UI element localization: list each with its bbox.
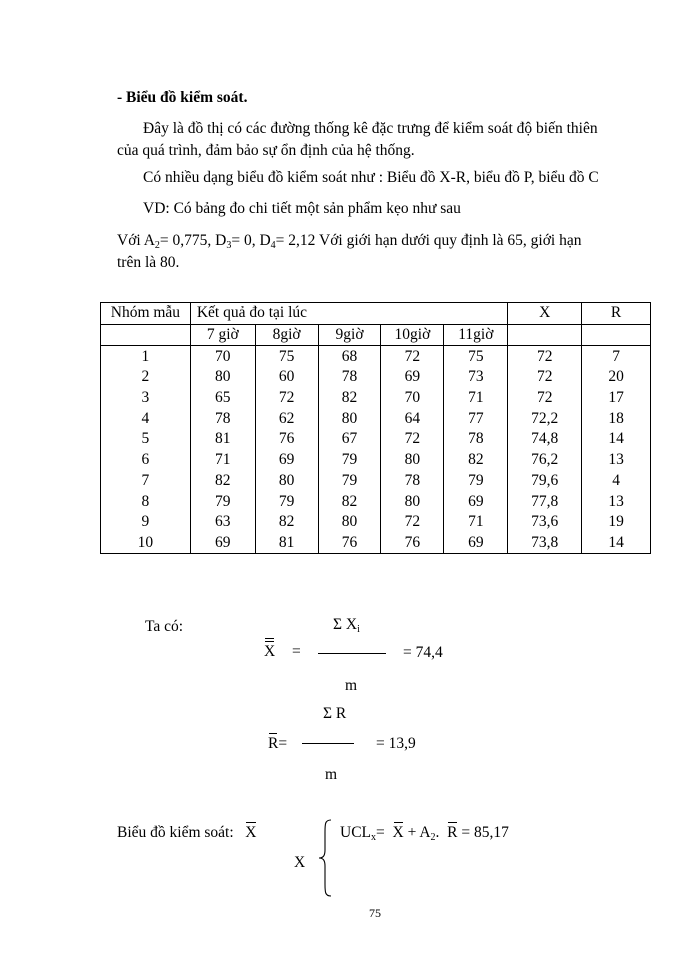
value-cell: 69 bbox=[444, 533, 508, 554]
subheader-empty bbox=[101, 324, 191, 346]
r-cell: 19 bbox=[582, 512, 651, 533]
group-cell: 4 bbox=[101, 408, 191, 429]
value-cell: 79 bbox=[318, 471, 381, 492]
group-cell: 9 bbox=[101, 512, 191, 533]
header-r: R bbox=[582, 303, 651, 325]
xbar-cell: 77,8 bbox=[508, 491, 582, 512]
value-cell: 75 bbox=[444, 346, 508, 367]
value-cell: 71 bbox=[444, 388, 508, 409]
r-cell: 18 bbox=[582, 408, 651, 429]
value-cell: 65 bbox=[190, 388, 255, 409]
subheader-empty bbox=[582, 324, 651, 346]
xbarbar-equals: = bbox=[292, 643, 301, 660]
value-cell: 72 bbox=[381, 512, 444, 533]
header-result: Kết quả đo tại lúc bbox=[190, 303, 507, 325]
xbarbar-denominator: m bbox=[345, 677, 358, 694]
paragraph-1-line-2: của quá trình, đảm bảo sự ổn định của hệ thống. bbox=[117, 142, 415, 159]
value-cell: 82 bbox=[444, 450, 508, 471]
table-row bbox=[101, 533, 651, 554]
value-cell: 72 bbox=[381, 429, 444, 450]
value-cell: 79 bbox=[190, 491, 255, 512]
table-row bbox=[101, 450, 651, 471]
value-cell: 81 bbox=[190, 429, 255, 450]
table-row bbox=[101, 429, 651, 450]
value-cell: 80 bbox=[318, 512, 381, 533]
value-cell: 69 bbox=[381, 367, 444, 388]
table-row bbox=[101, 408, 651, 429]
xbarbar-numerator: Σ $X_i$ bbox=[333, 616, 360, 635]
value-cell: 69 bbox=[190, 533, 255, 554]
value-cell: 78 bbox=[444, 429, 508, 450]
xbar-cell: 79,6 bbox=[508, 471, 582, 492]
xbar-cell: 72,2 bbox=[508, 408, 582, 429]
value-cell: 69 bbox=[255, 450, 318, 471]
value-cell: 64 bbox=[381, 408, 444, 429]
group-cell: 3 bbox=[101, 388, 191, 409]
time-8: 8giờ bbox=[255, 324, 318, 346]
paragraph-3: VD: Có bảng đo chi tiết một sản phẩm kẹo như sau bbox=[143, 200, 461, 217]
time-9: 9giờ bbox=[318, 324, 381, 346]
time-10: 10giờ bbox=[381, 324, 444, 346]
time-7: 7 giờ bbox=[190, 324, 255, 346]
group-cell: 5 bbox=[101, 429, 191, 450]
paragraph-1-line-1: Đây là đồ thị có các đường thống kê đặc trưng để kiểm soát độ biến thiên bbox=[143, 120, 598, 137]
control-side-symbol: X bbox=[294, 854, 306, 871]
table-subheader-row bbox=[101, 324, 651, 346]
r-cell: 20 bbox=[582, 367, 651, 388]
r-cell: 14 bbox=[582, 429, 651, 450]
subheader-empty bbox=[508, 324, 582, 346]
value-cell: 70 bbox=[190, 346, 255, 367]
value-cell: 75 bbox=[255, 346, 318, 367]
xbarbar-result: = 74,4 bbox=[403, 644, 443, 661]
value-cell: 82 bbox=[318, 388, 381, 409]
rbar-denominator: m bbox=[325, 766, 338, 783]
header-xbar: X bbox=[539, 304, 551, 322]
value-cell: 71 bbox=[190, 450, 255, 471]
rbar-fraction-bar bbox=[302, 743, 354, 744]
group-cell: 8 bbox=[101, 491, 191, 512]
value-cell: 78 bbox=[190, 408, 255, 429]
value-cell: 81 bbox=[255, 533, 318, 554]
xbarbar-symbol: X bbox=[264, 643, 276, 660]
rbar-result: = 13,9 bbox=[376, 735, 416, 752]
value-cell: 79 bbox=[255, 491, 318, 512]
group-cell: 10 bbox=[101, 533, 191, 554]
xbar-cell: 72 bbox=[508, 346, 582, 367]
value-cell: 78 bbox=[381, 471, 444, 492]
value-cell: 80 bbox=[318, 408, 381, 429]
value-cell: 71 bbox=[444, 512, 508, 533]
value-cell: 70 bbox=[381, 388, 444, 409]
paragraph-2: Có nhiều dạng biểu đồ kiểm soát như : Biểu đồ X-R, biểu đồ P, biểu đồ C bbox=[143, 169, 599, 186]
ta-co-label: Ta có: bbox=[145, 618, 184, 635]
rbar-symbol: R= bbox=[268, 735, 288, 752]
table-row bbox=[101, 471, 651, 492]
value-cell: 60 bbox=[255, 367, 318, 388]
value-cell: 82 bbox=[190, 471, 255, 492]
table-row bbox=[101, 512, 651, 533]
value-cell: 72 bbox=[381, 346, 444, 367]
r-cell: 4 bbox=[582, 471, 651, 492]
value-cell: 76 bbox=[255, 429, 318, 450]
table-row bbox=[101, 367, 651, 388]
xbar-cell: 73,6 bbox=[508, 512, 582, 533]
measurement-table bbox=[100, 302, 651, 554]
value-cell: 76 bbox=[381, 533, 444, 554]
r-cell: 13 bbox=[582, 491, 651, 512]
value-cell: 82 bbox=[318, 491, 381, 512]
header-xbar-cell bbox=[508, 303, 582, 325]
r-cell: 14 bbox=[582, 533, 651, 554]
section-heading: - Biểu đồ kiểm soát. bbox=[117, 89, 248, 106]
value-cell: 78 bbox=[318, 367, 381, 388]
value-cell: 82 bbox=[255, 512, 318, 533]
header-group: Nhóm mẫu bbox=[101, 303, 191, 325]
control-chart-label: Biểu đồ kiểm soát: X bbox=[117, 824, 257, 841]
curly-brace-icon bbox=[316, 818, 334, 898]
value-cell: 80 bbox=[255, 471, 318, 492]
constants-line-1: Với $A_2= 0,775$, $D_3= 0$, $D_4= 2,12$ Với giới hạn dưới quy định là 65, giới hạn bbox=[117, 232, 582, 251]
table-header-row bbox=[101, 303, 651, 325]
value-cell: 67 bbox=[318, 429, 381, 450]
value-cell: 79 bbox=[318, 450, 381, 471]
value-cell: 69 bbox=[444, 491, 508, 512]
r-cell: 7 bbox=[582, 346, 651, 367]
value-cell: 63 bbox=[190, 512, 255, 533]
value-cell: 79 bbox=[444, 471, 508, 492]
value-cell: 80 bbox=[190, 367, 255, 388]
r-cell: 13 bbox=[582, 450, 651, 471]
xbar-cell: 76,2 bbox=[508, 450, 582, 471]
value-cell: 80 bbox=[381, 491, 444, 512]
value-cell: 76 bbox=[318, 533, 381, 554]
group-cell: 6 bbox=[101, 450, 191, 471]
xbar-cell: 72 bbox=[508, 388, 582, 409]
table-row bbox=[101, 346, 651, 367]
value-cell: 62 bbox=[255, 408, 318, 429]
constants-line-2: trên là 80. bbox=[117, 254, 180, 271]
r-cell: 17 bbox=[582, 388, 651, 409]
value-cell: 72 bbox=[255, 388, 318, 409]
table-row bbox=[101, 491, 651, 512]
value-cell: 68 bbox=[318, 346, 381, 367]
value-cell: 73 bbox=[444, 367, 508, 388]
table-row bbox=[101, 388, 651, 409]
value-cell: 80 bbox=[381, 450, 444, 471]
group-cell: 2 bbox=[101, 367, 191, 388]
xbar-cell: 73,8 bbox=[508, 533, 582, 554]
group-cell: 7 bbox=[101, 471, 191, 492]
group-cell: 1 bbox=[101, 346, 191, 367]
rbar-numerator: Σ R bbox=[323, 705, 347, 722]
value-cell: 77 bbox=[444, 408, 508, 429]
time-11: 11giờ bbox=[444, 324, 508, 346]
ucl-formula: $UCL_x= X + A_2$. R = 85,17 bbox=[340, 824, 509, 843]
xbar-cell: 72 bbox=[508, 367, 582, 388]
xbarbar-fraction-bar bbox=[318, 653, 386, 654]
page-number: 75 bbox=[369, 906, 381, 920]
xbar-cell: 74,8 bbox=[508, 429, 582, 450]
